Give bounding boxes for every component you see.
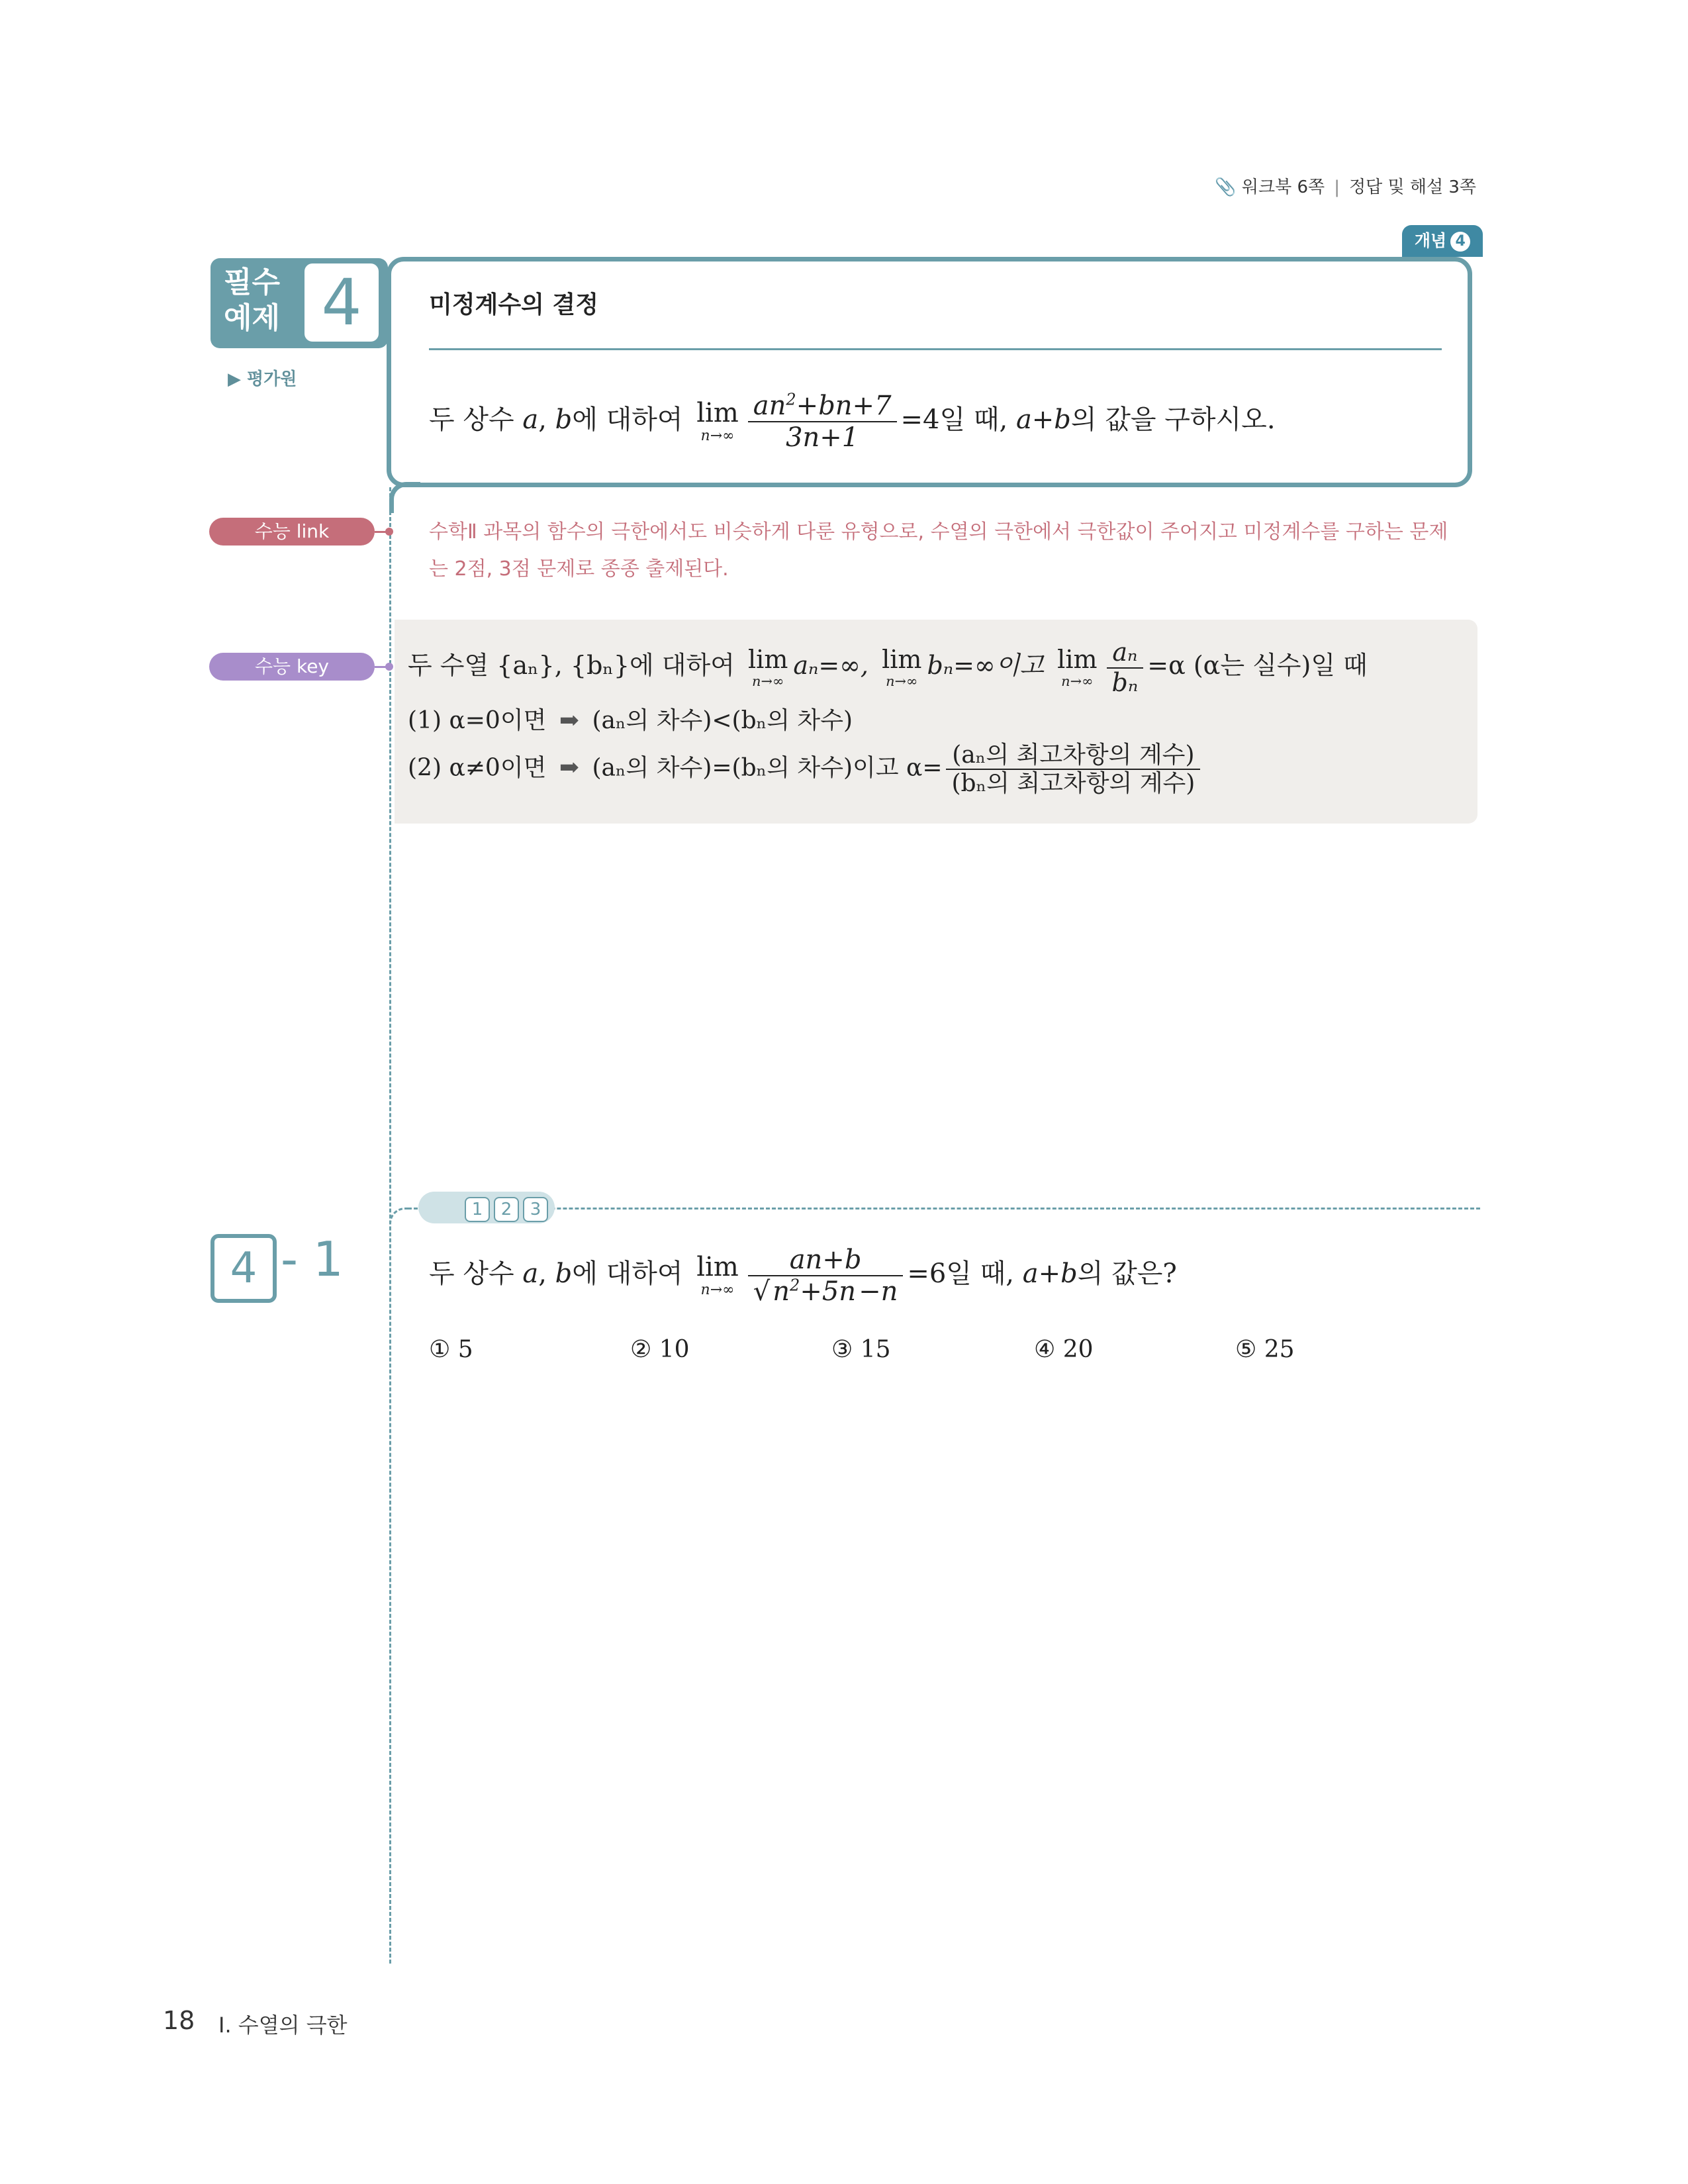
limit-operator <box>1057 647 1097 688</box>
choice-1[interactable]: ① 5 <box>429 1336 473 1363</box>
limit-operator <box>696 1254 739 1298</box>
choice-3[interactable]: ③ 15 <box>831 1336 891 1363</box>
link-description: 수학Ⅱ 과목의 함수의 극한에서도 비슷하게 다룬 유형으로, 수열의 극한에서 극한값이 주어지고 미정계수를 구하는 문제는 2점, 3점 문제로 종종 출제된다. <box>429 520 1448 581</box>
sqrt-content <box>770 1275 859 1307</box>
difficulty-indicator <box>418 1192 555 1223</box>
ratio-fraction <box>1107 638 1144 697</box>
limit-b-infinity: bₙ=∞이고 <box>927 651 1045 681</box>
case-2-index: (2) <box>408 754 442 782</box>
concept-tab <box>1402 225 1483 257</box>
lim-subscript: n→∞ <box>1061 673 1094 690</box>
key-line-1 <box>408 638 1368 697</box>
exercise-numerator: an+b <box>748 1245 904 1276</box>
ratio-numerator: aₙ <box>1107 638 1144 669</box>
example-title: 미정계수의 결정 <box>429 291 598 318</box>
lim-word: lim <box>1057 645 1098 675</box>
var-b: b <box>555 404 573 435</box>
exercise-fraction <box>748 1245 904 1307</box>
expression-a-plus-b: a+b <box>1015 404 1071 435</box>
key-line1-pre: 두 수열 {aₙ}, {bₙ}에 대하여 <box>408 651 735 681</box>
exercise-text-post: =6일 때, <box>907 1258 1015 1289</box>
key-line1-post: =α (α는 실수)일 때 <box>1147 651 1368 681</box>
problem-text-mid: 에 대하여 <box>572 404 683 435</box>
link-dot <box>385 528 393 536</box>
exercise-problem <box>429 1245 1177 1307</box>
key-line-3 <box>408 741 1204 798</box>
var-a: a <box>522 1258 539 1289</box>
exercise-divider <box>408 1208 1480 1210</box>
expression-a-plus-b: a+b <box>1022 1258 1078 1289</box>
case-1-index: (1) <box>408 707 442 734</box>
difficulty-level-1: 1 <box>465 1197 490 1222</box>
lim-subscript: n→∞ <box>700 1282 735 1298</box>
case-1-condition: α=0이면 <box>449 707 547 734</box>
problem-text-end: 의 값을 구하시오. <box>1070 404 1276 435</box>
key-dot <box>385 663 393 671</box>
exercise-number-suffix: - 1 <box>281 1231 344 1287</box>
workbook-reference: 워크북 6쪽 <box>1241 177 1325 197</box>
exercise-text-mid: 에 대하여 <box>572 1258 683 1289</box>
ratio-denominator: bₙ <box>1111 667 1139 697</box>
key-line-2 <box>408 702 853 736</box>
limit-operator <box>882 647 921 688</box>
exercise-denominator <box>748 1276 904 1307</box>
example-number: 4 <box>305 263 379 342</box>
badge-label <box>224 265 290 336</box>
case-2-condition: α≠0이면 <box>449 754 547 782</box>
lim-subscript: n→∞ <box>752 673 784 690</box>
limit-fraction <box>748 391 897 453</box>
sqrt-exponent: 2 <box>790 1276 800 1295</box>
page-number: 18 <box>163 2006 195 2035</box>
problem-text-post: =4일 때, <box>900 404 1008 435</box>
comma: , <box>538 1258 547 1289</box>
badge-line-1: 필수 <box>224 265 281 299</box>
chapter-title: I. 수열의 극한 <box>218 2013 348 2038</box>
limit-operator <box>748 647 788 688</box>
difficulty-level-2: 2 <box>494 1197 519 1222</box>
exercise-text-end: 의 값은? <box>1077 1258 1177 1289</box>
choice-4[interactable]: ④ 20 <box>1034 1336 1094 1363</box>
coefficient-numerator: (aₙ의 최고차항의 계수) <box>946 741 1200 770</box>
lim-word: lim <box>696 1252 739 1282</box>
case-1-result: (aₙ의 차수)<(bₙ의 차수) <box>592 707 853 734</box>
answer-reference: 정답 및 해설 3쪽 <box>1348 177 1476 197</box>
exercise-text-pre: 두 상수 <box>429 1258 514 1289</box>
problem-text-pre: 두 상수 <box>429 404 514 435</box>
paperclip-icon: 📎 <box>1215 177 1237 197</box>
concept-number: 4 <box>1450 232 1470 252</box>
num-term: an <box>753 391 786 421</box>
problem-source: ▶ 평가원 <box>228 369 297 389</box>
exercise-guide-corner <box>389 1208 411 1236</box>
lim-word: lim <box>882 645 922 675</box>
num-exponent: 2 <box>786 390 796 409</box>
arrow-right-icon: ➡ <box>559 754 580 782</box>
lim-subscript: n→∞ <box>886 673 918 690</box>
example-badge <box>211 258 388 348</box>
suneung-link-pill: 수능 link <box>209 518 375 546</box>
arrow-right-icon: ➡ <box>559 707 580 734</box>
var-a: a <box>522 404 539 435</box>
case-2-result: (aₙ의 차수)=(bₙ의 차수)이고 α= <box>592 754 943 782</box>
num-rest: +bn+7 <box>796 391 892 421</box>
coefficient-ratio <box>946 741 1200 798</box>
coefficient-denominator: (bₙ의 최고차항의 계수) <box>951 770 1196 798</box>
choice-2[interactable]: ② 10 <box>630 1336 690 1363</box>
denominator-rest: −n <box>859 1276 898 1307</box>
suneung-key-pill: 수능 key <box>209 653 375 681</box>
sqrt-rest: +5n <box>800 1276 857 1307</box>
lim-word: lim <box>696 398 739 428</box>
fraction-denominator: 3n+1 <box>786 422 859 453</box>
concept-label: 개념 <box>1414 231 1447 250</box>
lim-subscript: n→∞ <box>700 428 735 444</box>
var-b: b <box>555 1258 573 1289</box>
choice-5[interactable]: ⑤ 25 <box>1235 1336 1295 1363</box>
guide-corner <box>389 482 420 513</box>
difficulty-level-3: 3 <box>523 1197 548 1222</box>
page-reference: 📎 워크북 6쪽 | 정답 및 해설 3쪽 <box>1215 177 1476 197</box>
exercise-number-box: 4 <box>211 1234 277 1303</box>
example-problem <box>429 391 1276 453</box>
lim-word: lim <box>748 645 788 675</box>
sqrt-icon: √ <box>753 1276 771 1307</box>
limit-operator <box>696 400 739 444</box>
comma: , <box>538 404 547 435</box>
badge-line-2: 예제 <box>224 301 281 335</box>
fraction-numerator <box>748 391 897 422</box>
sqrt-term: n <box>773 1276 790 1307</box>
title-divider <box>429 348 1442 350</box>
limit-a-infinity: aₙ=∞, <box>793 651 868 681</box>
